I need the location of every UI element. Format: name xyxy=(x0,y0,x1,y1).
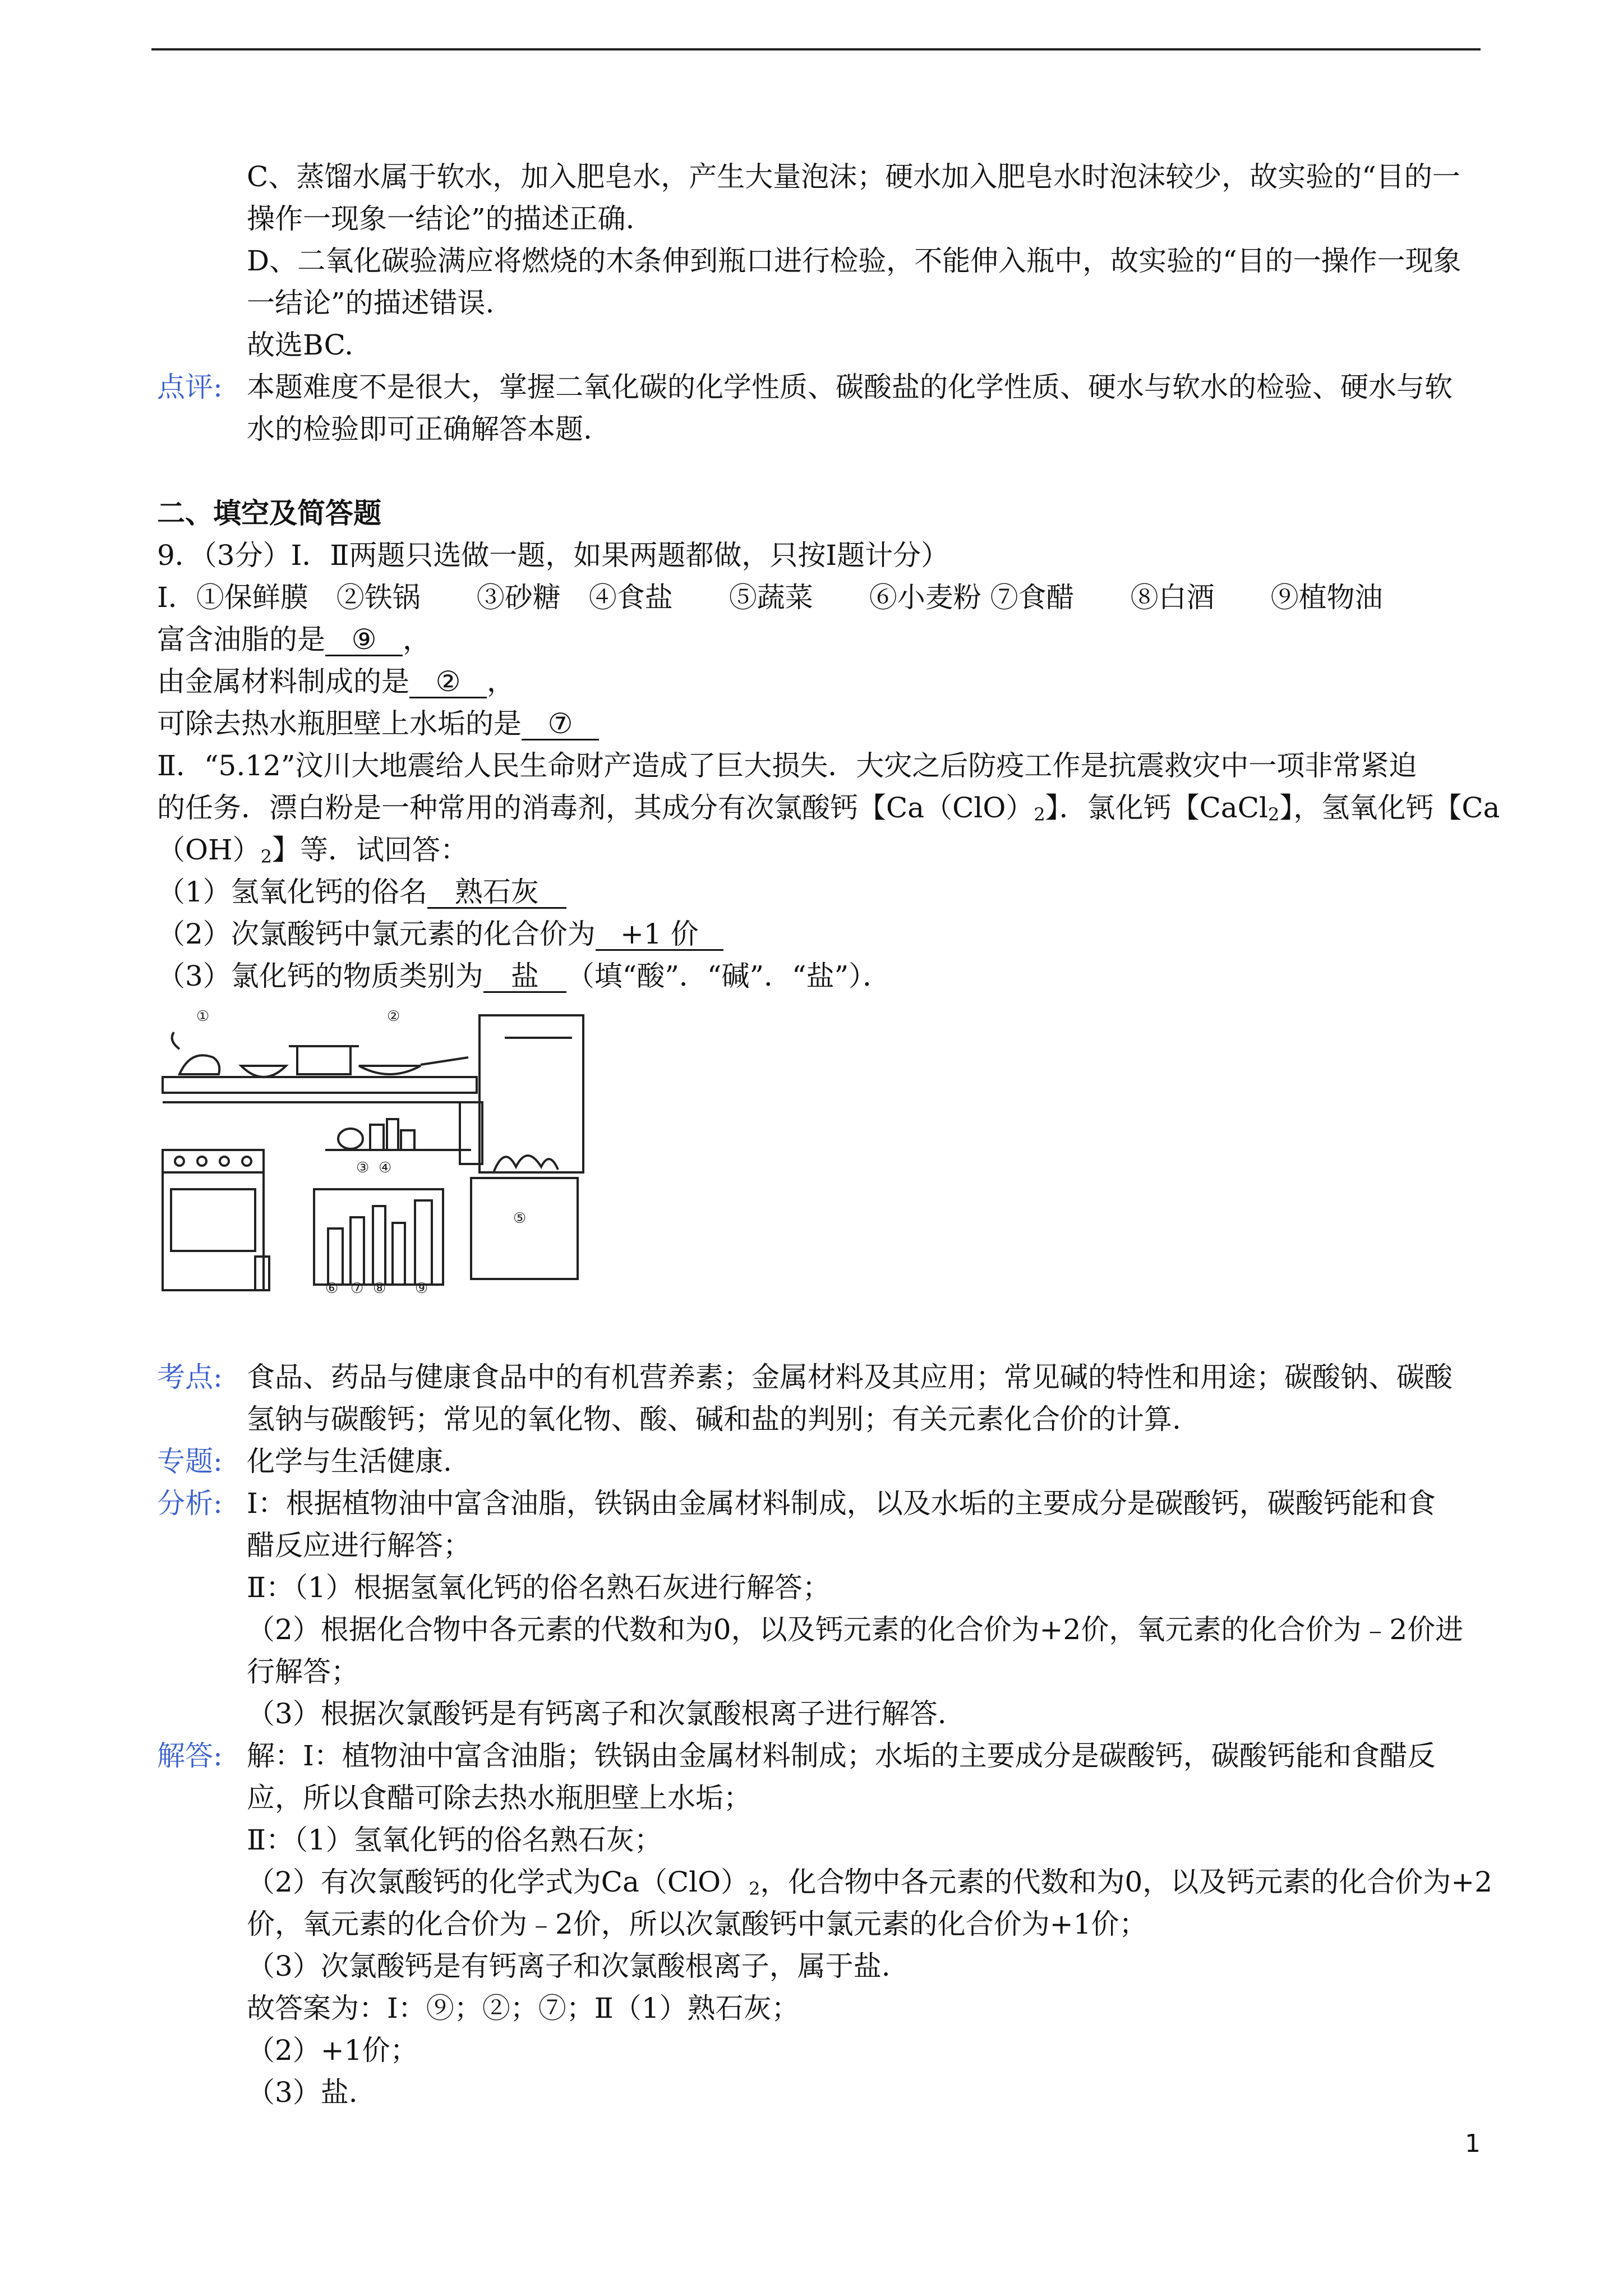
comment-line1: 本题难度不是很大，掌握二氧化碳的化学性质、碳酸盐的化学性质、硬水与软水的检验、硬水与软 xyxy=(247,371,1453,403)
vegetable-basket xyxy=(471,1178,578,1279)
jieda-line9: （3）盐. xyxy=(247,2076,358,2109)
fenxi-line4: （2）根据化合物中各元素的代数和为0，以及钙元素的化合价为+2价，氧元素的化合价为﹣2价进 xyxy=(247,1613,1464,1646)
part-ii-line1: Ⅱ．“5.12”汶川大地震给人民生命财产造成了巨大损失．大灾之后防疫工作是抗震救灾中一项非常紧迫 xyxy=(157,749,1417,782)
bowl xyxy=(241,1066,286,1077)
fill-oil xyxy=(157,623,431,656)
figure-label-8: ⑧ xyxy=(373,1280,386,1296)
sub-question-3-prefix: （3）氯化钙的物质类别为 xyxy=(157,960,483,992)
fill-metal-answer: ② xyxy=(409,666,487,698)
fill-scale-answer: ⑦ xyxy=(522,708,599,740)
jieda-label: 解答: xyxy=(157,1740,223,1772)
figure-label-7: ⑦ xyxy=(351,1280,364,1296)
fenxi-line2: 醋反应进行解答； xyxy=(247,1529,471,1562)
fenxi-line3: Ⅱ：（1）根据氢氧化钙的俗名熟石灰进行解答； xyxy=(247,1571,831,1604)
sub-question-2-prefix: （2）次氯酸钙中氯元素的化合价为 xyxy=(157,918,596,950)
item-list: Ⅰ．①保鲜膜 ②铁锅 ③砂糖 ④食盐 ⑤蔬菜 ⑥小麦粉 ⑦食醋 ⑧白酒 ⑨植物油 xyxy=(157,581,1383,614)
part-ii-line2-c: 】，氢氧化钙【Ca xyxy=(1279,792,1500,824)
sub-question-3-answer: 盐 xyxy=(483,961,566,993)
figure-label-9: ⑨ xyxy=(415,1280,428,1296)
jieda-line1: 解：Ⅰ：植物油中富含油脂；铁锅由金属材料制成；水垢的主要成分是碳酸钙，碳酸钙能和食醋反 xyxy=(247,1740,1436,1772)
kaodian-line2: 氢钠与碳酸钙；常见的氧化物、酸、碱和盐的判别；有关元素化合价的计算. xyxy=(247,1403,1181,1435)
stove xyxy=(163,1150,264,1290)
kettle xyxy=(179,1055,219,1074)
jieda-line4-a: （2）有次氯酸钙的化学式为Ca（ClO） xyxy=(247,1866,749,1898)
zhuanti-text: 化学与生活健康. xyxy=(247,1445,452,1478)
option-c-line1: C、蒸馏水属于软水，加入肥皂水，产生大量泡沫；硬水加入肥皂水时泡沫较少，故实验的“目的一 xyxy=(247,160,1460,193)
sub-question-3 xyxy=(157,959,891,993)
sub-question-3-suffix: （填“酸”．“碱”．“盐”）． xyxy=(566,960,891,992)
figure-label-4: ④ xyxy=(379,1159,392,1176)
option-d-line1: D、二氧化碳验满应将燃烧的木条伸到瓶口进行检验，不能伸入瓶中，故实验的“目的一操作一现象 xyxy=(247,245,1461,277)
jieda-line7: 故答案为：Ⅰ：⑨；②；⑦；Ⅱ（1）熟石灰； xyxy=(247,1992,800,2024)
comment-line2: 水的检验即可正确解答本题. xyxy=(247,413,592,445)
fill-metal-prefix: 由金属材料制成的是 xyxy=(157,665,409,698)
fill-oil-answer: ⑨ xyxy=(325,624,403,656)
question-9: 9．（3分）Ⅰ．Ⅱ两题只选做一题，如果两题都做，只按Ⅰ题计分） xyxy=(157,539,949,572)
part-ii-line3 xyxy=(157,833,468,867)
section-heading: 二、填空及简答题 xyxy=(157,496,381,530)
fenxi-line6: （3）根据次氯酸钙是有钙离子和次氯酸根离子进行解答. xyxy=(247,1697,947,1730)
jieda-line4 xyxy=(247,1865,1492,1899)
sub-question-1 xyxy=(157,875,566,909)
jieda-line5: 价，氧元素的化合价为﹣2价，所以次氯酸钙中氯元素的化合价为+1价； xyxy=(247,1908,1147,1940)
kitchen-illustration xyxy=(157,1004,594,1296)
jieda-line2: 应，所以食醋可除去热水瓶胆壁上水垢； xyxy=(247,1782,751,1814)
frying-pan xyxy=(359,1066,421,1074)
fill-oil-prefix: 富含油脂的是 xyxy=(157,623,325,656)
sub-question-1-prefix: （1）氢氧化钙的俗名 xyxy=(157,876,427,908)
header-rule xyxy=(151,48,1481,50)
fenxi-line5: 行解答； xyxy=(247,1655,359,1688)
sub-question-2-answer: +1 价 xyxy=(596,919,723,951)
subscript: 2 xyxy=(260,846,272,867)
fill-scale-prefix: 可除去热水瓶胆壁上水垢的是 xyxy=(157,707,522,740)
part-ii-line3-a: （OH） xyxy=(157,834,261,866)
option-c-line2: 操作一现象一结论”的描述正确. xyxy=(247,203,635,235)
kitchen-figure xyxy=(157,1004,594,1296)
part-ii-line3-b: 】等．试回答： xyxy=(271,834,468,866)
answer-line: 故选BC. xyxy=(247,329,354,361)
option-d-line2: 一结论”的描述错误. xyxy=(247,287,495,319)
subscript: 2 xyxy=(1268,804,1280,825)
jieda-line8: （2）+1价； xyxy=(247,2034,418,2067)
jieda-line6: （3）次氯酸钙是有钙离子和次氯酸根离子，属于盐. xyxy=(247,1950,891,1982)
fill-metal xyxy=(157,665,515,698)
fill-scale xyxy=(157,707,599,740)
part-ii-line2-a: 的任务．漂白粉是一种常用的消毒剂，其成分有次氯酸钙【Ca（ClO） xyxy=(157,792,1034,824)
pot xyxy=(297,1046,351,1074)
subscript: 2 xyxy=(1034,804,1045,825)
part-ii-line2-b: 】．氯化钙【CaCl xyxy=(1045,792,1268,824)
figure-label-1: ① xyxy=(196,1008,210,1025)
figure-label-6: ⑥ xyxy=(325,1280,339,1296)
figure-label-2: ② xyxy=(387,1008,400,1025)
part-ii-line2 xyxy=(157,791,1500,825)
counter-top xyxy=(163,1077,477,1093)
sub-question-2 xyxy=(157,917,723,951)
zhuanti-label: 专题: xyxy=(157,1445,223,1478)
kaodian-line1: 食品、药品与健康食品中的有机营养素；金属材料及其应用；常见碱的特性和用途；碳酸钠、碳酸 xyxy=(247,1361,1453,1393)
sub-question-1-answer: 熟石灰 xyxy=(427,877,566,909)
comment-label: 点评: xyxy=(157,371,223,403)
fenxi-line1: Ⅰ：根据植物油中富含油脂，铁锅由金属材料制成，以及水垢的主要成分是碳酸钙，碳酸钙能和食 xyxy=(247,1487,1436,1520)
kaodian-label: 考点: xyxy=(157,1361,223,1393)
jieda-line3: Ⅱ：（1）氢氧化钙的俗名熟石灰； xyxy=(247,1824,662,1856)
lower-cabinet xyxy=(314,1189,443,1285)
subscript: 2 xyxy=(749,1878,760,1899)
fill-metal-suffix: ， xyxy=(487,665,515,698)
figure-label-3: ③ xyxy=(356,1159,370,1176)
fenxi-label: 分析: xyxy=(157,1487,223,1520)
figure-label-5: ⑤ xyxy=(513,1210,527,1227)
fill-oil-suffix: ， xyxy=(403,623,431,656)
jieda-line4-b: ，化合物中各元素的代数和为0，以及钙元素的化合价为+2 xyxy=(760,1866,1493,1898)
page-number: 1 xyxy=(1465,2129,1481,2158)
